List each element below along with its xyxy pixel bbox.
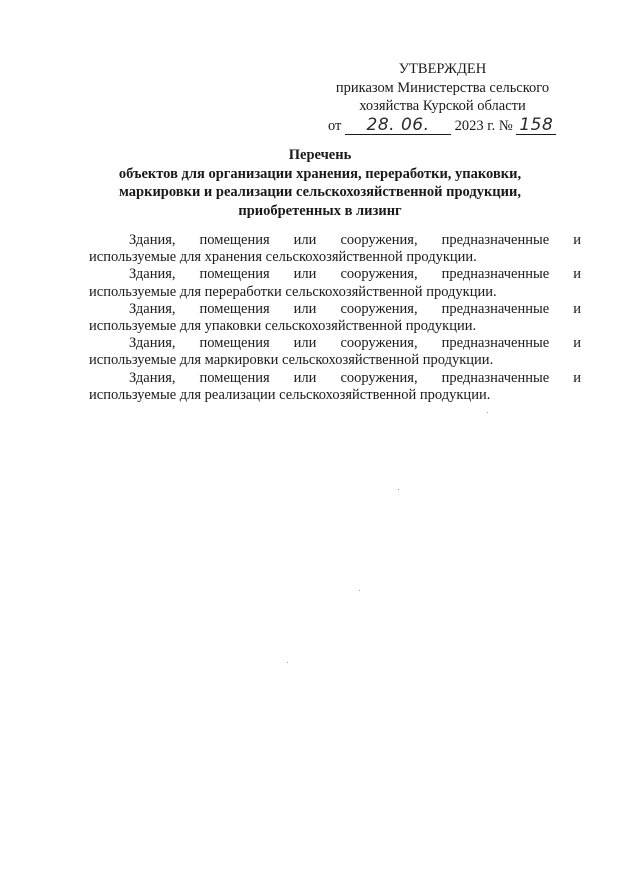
word: и: [573, 300, 581, 317]
list-item: [89, 370, 581, 404]
word: помещения: [199, 300, 270, 317]
title-line-2: объектов для организации хранения, переработки, упаковки,: [118, 165, 522, 182]
document-title: [80, 146, 560, 220]
list-item-first-line: [89, 301, 581, 318]
list-item: [89, 266, 581, 300]
list-item-first-line: [89, 232, 581, 249]
list-item-first-line: [89, 335, 581, 352]
word: и: [573, 232, 581, 248]
from-prefix: от: [328, 117, 342, 134]
word: сооружения,: [340, 266, 418, 283]
scan-speck: [287, 662, 288, 663]
title-line-4: приобретенных в лизинг: [238, 202, 402, 219]
list-item-continuation: используемые для упаковки сельскохозяйственной продукции.: [89, 318, 477, 335]
word: помещения: [199, 335, 270, 352]
list-item-first-line: [89, 370, 581, 387]
year-and-number-label: 2023 г. №: [454, 117, 513, 134]
word: помещения: [199, 266, 270, 283]
handwritten-number-field: [516, 116, 556, 135]
word: помещения: [199, 369, 270, 386]
word: предназначенные: [441, 300, 550, 317]
document-body: [89, 232, 581, 404]
handwritten-number: 158: [519, 114, 554, 135]
title-line-3: маркировки и реализации сельскохозяйственной продукции,: [119, 184, 521, 200]
approval-stamp-block: [320, 60, 565, 135]
word: помещения: [199, 232, 270, 248]
list-item-continuation: используемые для маркировки сельскохозяйственной продукции.: [89, 352, 494, 369]
handwritten-date-field: [345, 116, 451, 135]
scan-speck: [359, 590, 360, 591]
list-item-continuation: используемые для реализации сельскохозяйственной продукции.: [89, 386, 491, 403]
word: предназначенные: [441, 232, 550, 248]
handwritten-date: 28. 06.: [366, 114, 430, 135]
word: Здания,: [129, 335, 176, 352]
word: сооружения,: [340, 335, 418, 352]
word: или: [293, 266, 317, 283]
word: или: [293, 300, 317, 317]
word: и: [573, 335, 581, 352]
word: или: [293, 369, 317, 386]
list-item-continuation: используемые для переработки сельскохозяйственной продукции.: [89, 283, 497, 300]
word: сооружения,: [340, 232, 418, 248]
list-item: [89, 301, 581, 335]
order-date-line: [320, 116, 565, 136]
word: Здания,: [129, 266, 176, 283]
word: сооружения,: [340, 369, 418, 386]
list-item: [89, 335, 581, 369]
word: или: [293, 335, 317, 352]
word: предназначенные: [441, 369, 550, 386]
list-item-continuation: используемые для хранения сельскохозяйственной продукции.: [89, 249, 477, 266]
word: предназначенные: [441, 335, 550, 352]
word: и: [573, 369, 581, 386]
word: предназначенные: [441, 266, 550, 283]
word: или: [293, 232, 317, 248]
scan-speck: [487, 412, 488, 413]
scan-speck: [398, 489, 399, 490]
approved-heading: УТВЕРЖДЕН: [398, 61, 487, 77]
title-line-1: Перечень: [288, 147, 352, 163]
word: Здания,: [129, 232, 176, 248]
word: сооружения,: [340, 300, 418, 317]
list-item: [89, 232, 581, 266]
word: и: [573, 266, 581, 283]
word: Здания,: [129, 300, 176, 317]
order-line-2: хозяйства Курской области: [359, 98, 526, 114]
order-line-1: приказом Министерства сельского: [335, 79, 550, 96]
word: Здания,: [129, 369, 176, 386]
list-item-first-line: [89, 266, 581, 283]
